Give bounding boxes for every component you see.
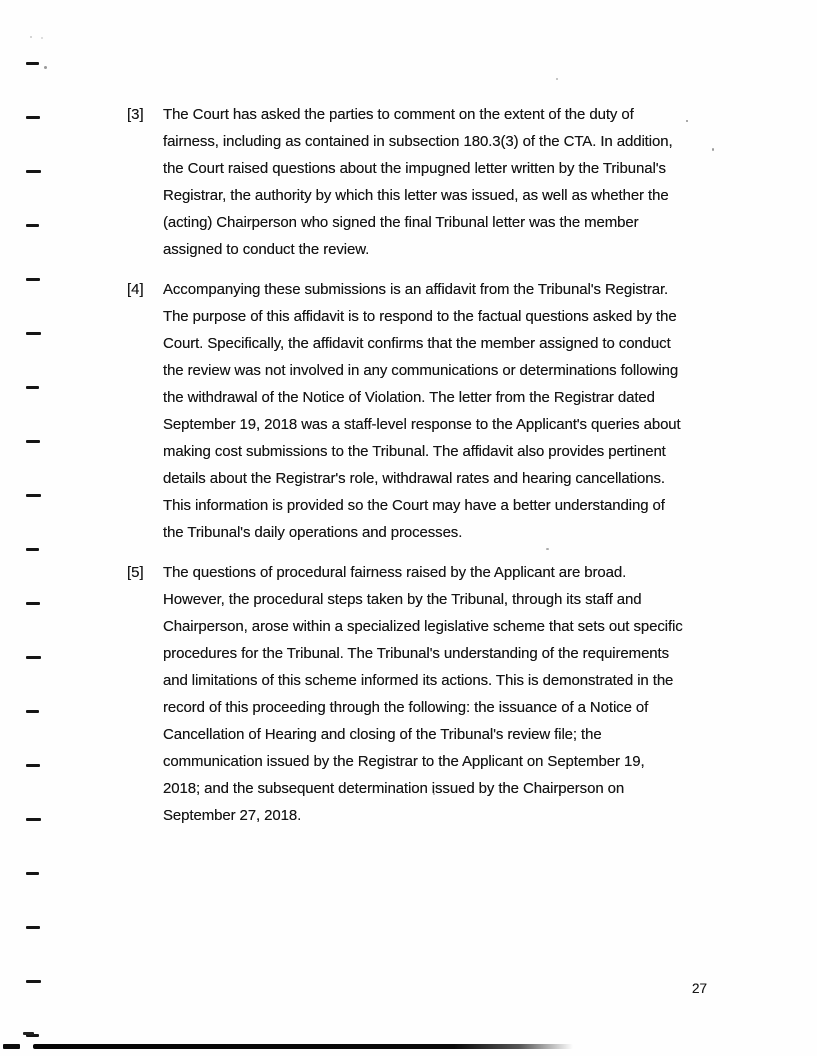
- paragraph-text: [163, 559, 717, 829]
- paragraph-line: September 19, 2018 was a staff-level response to the Applicant's queries about: [163, 416, 681, 433]
- paragraph-line: the review was not involved in any communications or determinations following: [163, 362, 679, 379]
- binding-mark: [26, 818, 41, 821]
- paragraph-line: procedures for the Tribunal. The Tribunal's understanding of the requirements: [163, 645, 670, 662]
- binding-mark: [26, 710, 39, 713]
- paragraph-line: the Tribunal's daily operations and processes.: [163, 524, 463, 541]
- paragraph-number: [4]: [127, 281, 144, 298]
- paragraph-line: Court. Specifically, the affidavit confirms that the member assigned to conduct: [163, 335, 671, 352]
- paragraph-line: details about the Registrar's role, withdrawal rates and hearing cancellations.: [163, 470, 665, 487]
- paragraph-line: and limitations of this scheme informed its actions. This is demonstrated in the: [163, 672, 674, 689]
- paragraph-number: [3]: [127, 106, 144, 123]
- paragraph-line: This information is provided so the Court may have a better understanding of: [163, 497, 665, 514]
- paragraph-line: Accompanying these submissions is an affidavit from the Tribunal's Registrar.: [163, 281, 669, 298]
- paragraph-line: Registrar, the authority by which this letter was issued, as well as whether the: [163, 187, 669, 204]
- paragraph-line: 2018; and the subsequent determination issued by the Chairperson on: [163, 780, 625, 797]
- binding-mark: [26, 332, 41, 335]
- paragraph: [127, 276, 717, 546]
- binding-mark: [26, 278, 40, 281]
- binding-mark: [26, 224, 39, 227]
- binding-mark: [26, 602, 40, 605]
- binding-mark: [26, 548, 39, 551]
- paragraph-line: communication issued by the Registrar to the Applicant on September 19,: [163, 753, 645, 770]
- bottom-scan-bar: [33, 1044, 573, 1049]
- scan-speck: [30, 36, 32, 38]
- paragraph: [127, 101, 717, 263]
- paragraph-text: [163, 276, 717, 546]
- scan-dash: [3, 1044, 20, 1049]
- document-body: [127, 101, 717, 842]
- paragraph-line: the Court raised questions about the impugned letter written by the Tribunal's: [163, 160, 666, 177]
- binding-mark: [26, 872, 39, 875]
- binding-mark: [26, 764, 40, 767]
- scan-speck: [41, 37, 43, 39]
- paragraph-line: fairness, including as contained in subsection 180.3(3) of the CTA. In addition,: [163, 133, 673, 150]
- paragraph-line: Cancellation of Hearing and closing of the Tribunal's review file; the: [163, 726, 602, 743]
- page-number: 27: [692, 981, 708, 996]
- binding-mark: [26, 926, 40, 929]
- paragraph-line: The Court has asked the parties to comment on the extent of the duty of: [163, 106, 634, 123]
- paragraph-number: [5]: [127, 564, 144, 581]
- binding-mark: [26, 62, 39, 65]
- binding-mark: [26, 494, 41, 497]
- binding-mark: [26, 170, 41, 173]
- paragraph-line: record of this proceeding through the following: the issuance of a Notice of: [163, 699, 649, 716]
- paragraph-line: making cost submissions to the Tribunal. The affidavit also provides pertinent: [163, 443, 666, 460]
- paragraph-line: assigned to conduct the review.: [163, 241, 370, 258]
- paragraph-line: (acting) Chairperson who signed the final Tribunal letter was the member: [163, 214, 639, 231]
- paragraph-line: However, the procedural steps taken by the Tribunal, through its staff and: [163, 591, 642, 608]
- paragraph-line: Chairperson, arose within a specialized legislative scheme that sets out specific: [163, 618, 683, 635]
- scan-dash: [23, 1032, 34, 1035]
- scan-speck: [556, 78, 558, 80]
- paragraph-line: The purpose of this affidavit is to respond to the factual questions asked by the: [163, 308, 677, 325]
- binding-mark: [26, 386, 39, 389]
- binding-mark: [26, 656, 41, 659]
- paragraph-line: September 27, 2018.: [163, 807, 302, 824]
- paragraph: [127, 559, 717, 829]
- binding-mark: [26, 980, 41, 983]
- paragraph-line: the withdrawal of the Notice of Violation. The letter from the Registrar dated: [163, 389, 655, 406]
- binding-mark: [26, 116, 40, 119]
- binding-mark: [26, 440, 40, 443]
- paragraph-text: [163, 101, 717, 263]
- paragraph-line: The questions of procedural fairness raised by the Applicant are broad.: [163, 564, 627, 581]
- scan-speck: [44, 66, 47, 69]
